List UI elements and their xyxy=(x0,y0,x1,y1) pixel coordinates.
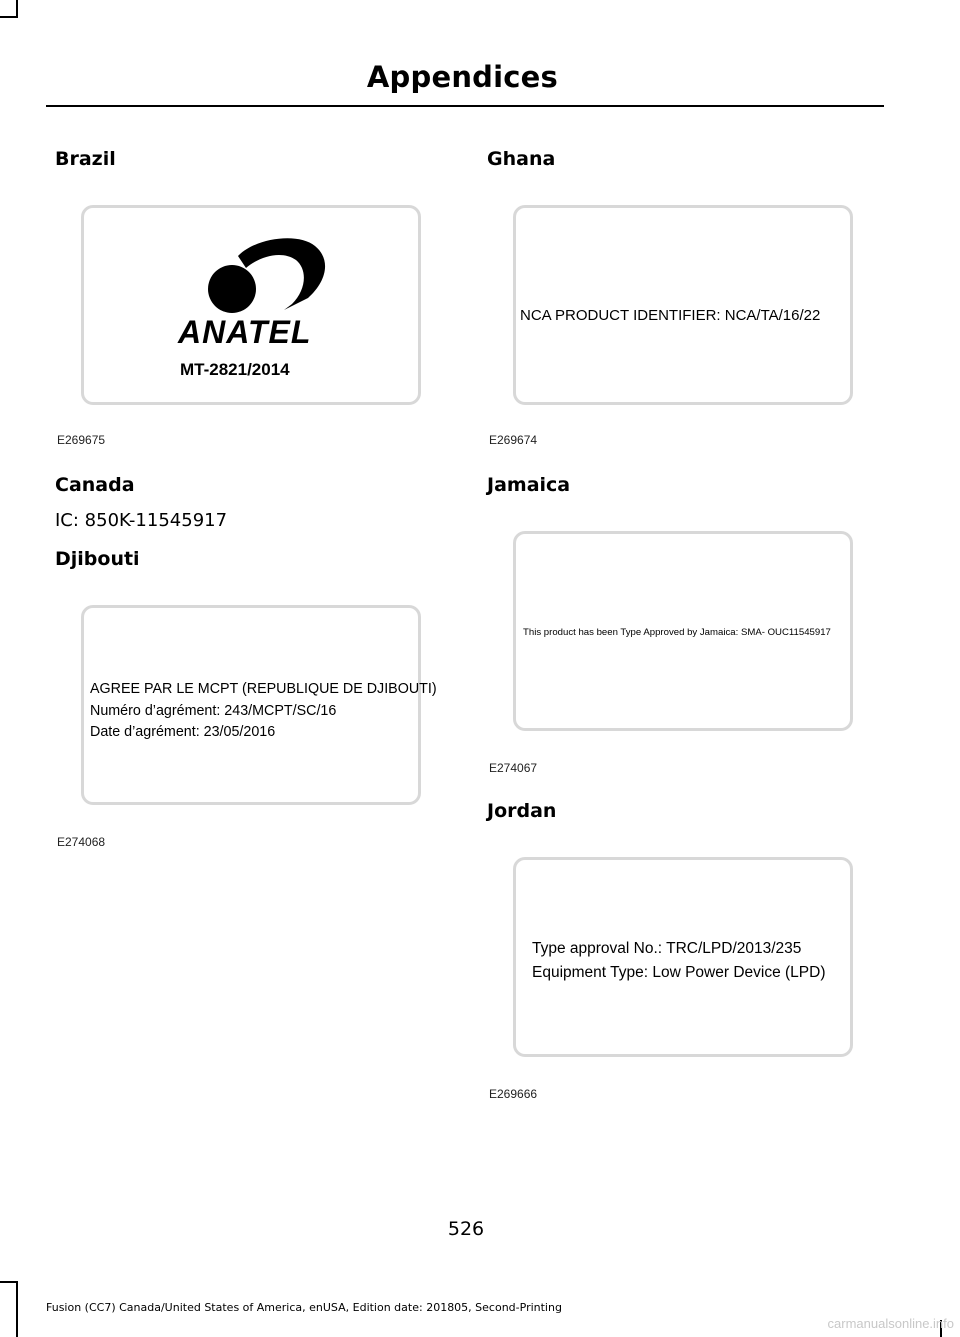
watermark: carmanualsonline.info xyxy=(827,1316,954,1331)
crop-mark xyxy=(16,0,18,18)
crop-mark xyxy=(16,1281,18,1337)
canada-heading: Canada xyxy=(55,474,135,496)
jordan-label-line: Type approval No.: TRC/LPD/2013/235 xyxy=(532,940,802,957)
header-rule xyxy=(46,105,884,107)
djibouti-label-box xyxy=(81,605,437,805)
djibouti-label-line: AGREE PAR LE MCPT (REPUBLIQUE DE DJIBOUTI) xyxy=(90,681,437,697)
page-number: 526 xyxy=(447,1218,485,1240)
anatel-logo-icon xyxy=(180,234,330,322)
figure-code: E269674 xyxy=(489,433,538,447)
figure-code: E269666 xyxy=(489,1087,538,1101)
jordan-heading: Jordan xyxy=(487,800,557,822)
anatel-logo-code: MT-2821/2014 xyxy=(180,360,290,379)
jamaica-label-box xyxy=(513,531,853,731)
djibouti-label-line: Date d’agrément: 23/05/2016 xyxy=(90,724,276,740)
brazil-label-box xyxy=(81,205,421,405)
ghana-heading: Ghana xyxy=(487,148,556,170)
jordan-label-box xyxy=(513,857,853,1057)
djibouti-heading: Djibouti xyxy=(55,548,140,570)
djibouti-label-line: Numéro d’agrément: 243/MCPT/SC/16 xyxy=(90,703,337,719)
figure-code: E269675 xyxy=(57,433,106,447)
jamaica-heading: Jamaica xyxy=(487,474,571,496)
brazil-heading: Brazil xyxy=(55,148,116,170)
ghana-label-text: NCA PRODUCT IDENTIFIER: NCA/TA/16/22 xyxy=(520,307,821,324)
jamaica-label-text: This product has been Type Approved by Jamaica: SMA- OUC11545917 xyxy=(523,627,831,638)
figure-code: E274068 xyxy=(57,835,106,849)
anatel-logo-text: ANATEL xyxy=(178,314,312,350)
figure-code: E274067 xyxy=(489,761,538,775)
ghana-label-box xyxy=(513,205,853,405)
jordan-label-line: Equipment Type: Low Power Device (LPD) xyxy=(532,964,826,981)
page-title: Appendices xyxy=(366,60,558,94)
edition-info: Fusion (CC7) Canada/United States of America, enUSA, Edition date: 201805, Second-Printing xyxy=(46,1301,562,1314)
canada-ic-text: IC: 850K-11545917 xyxy=(55,510,228,531)
